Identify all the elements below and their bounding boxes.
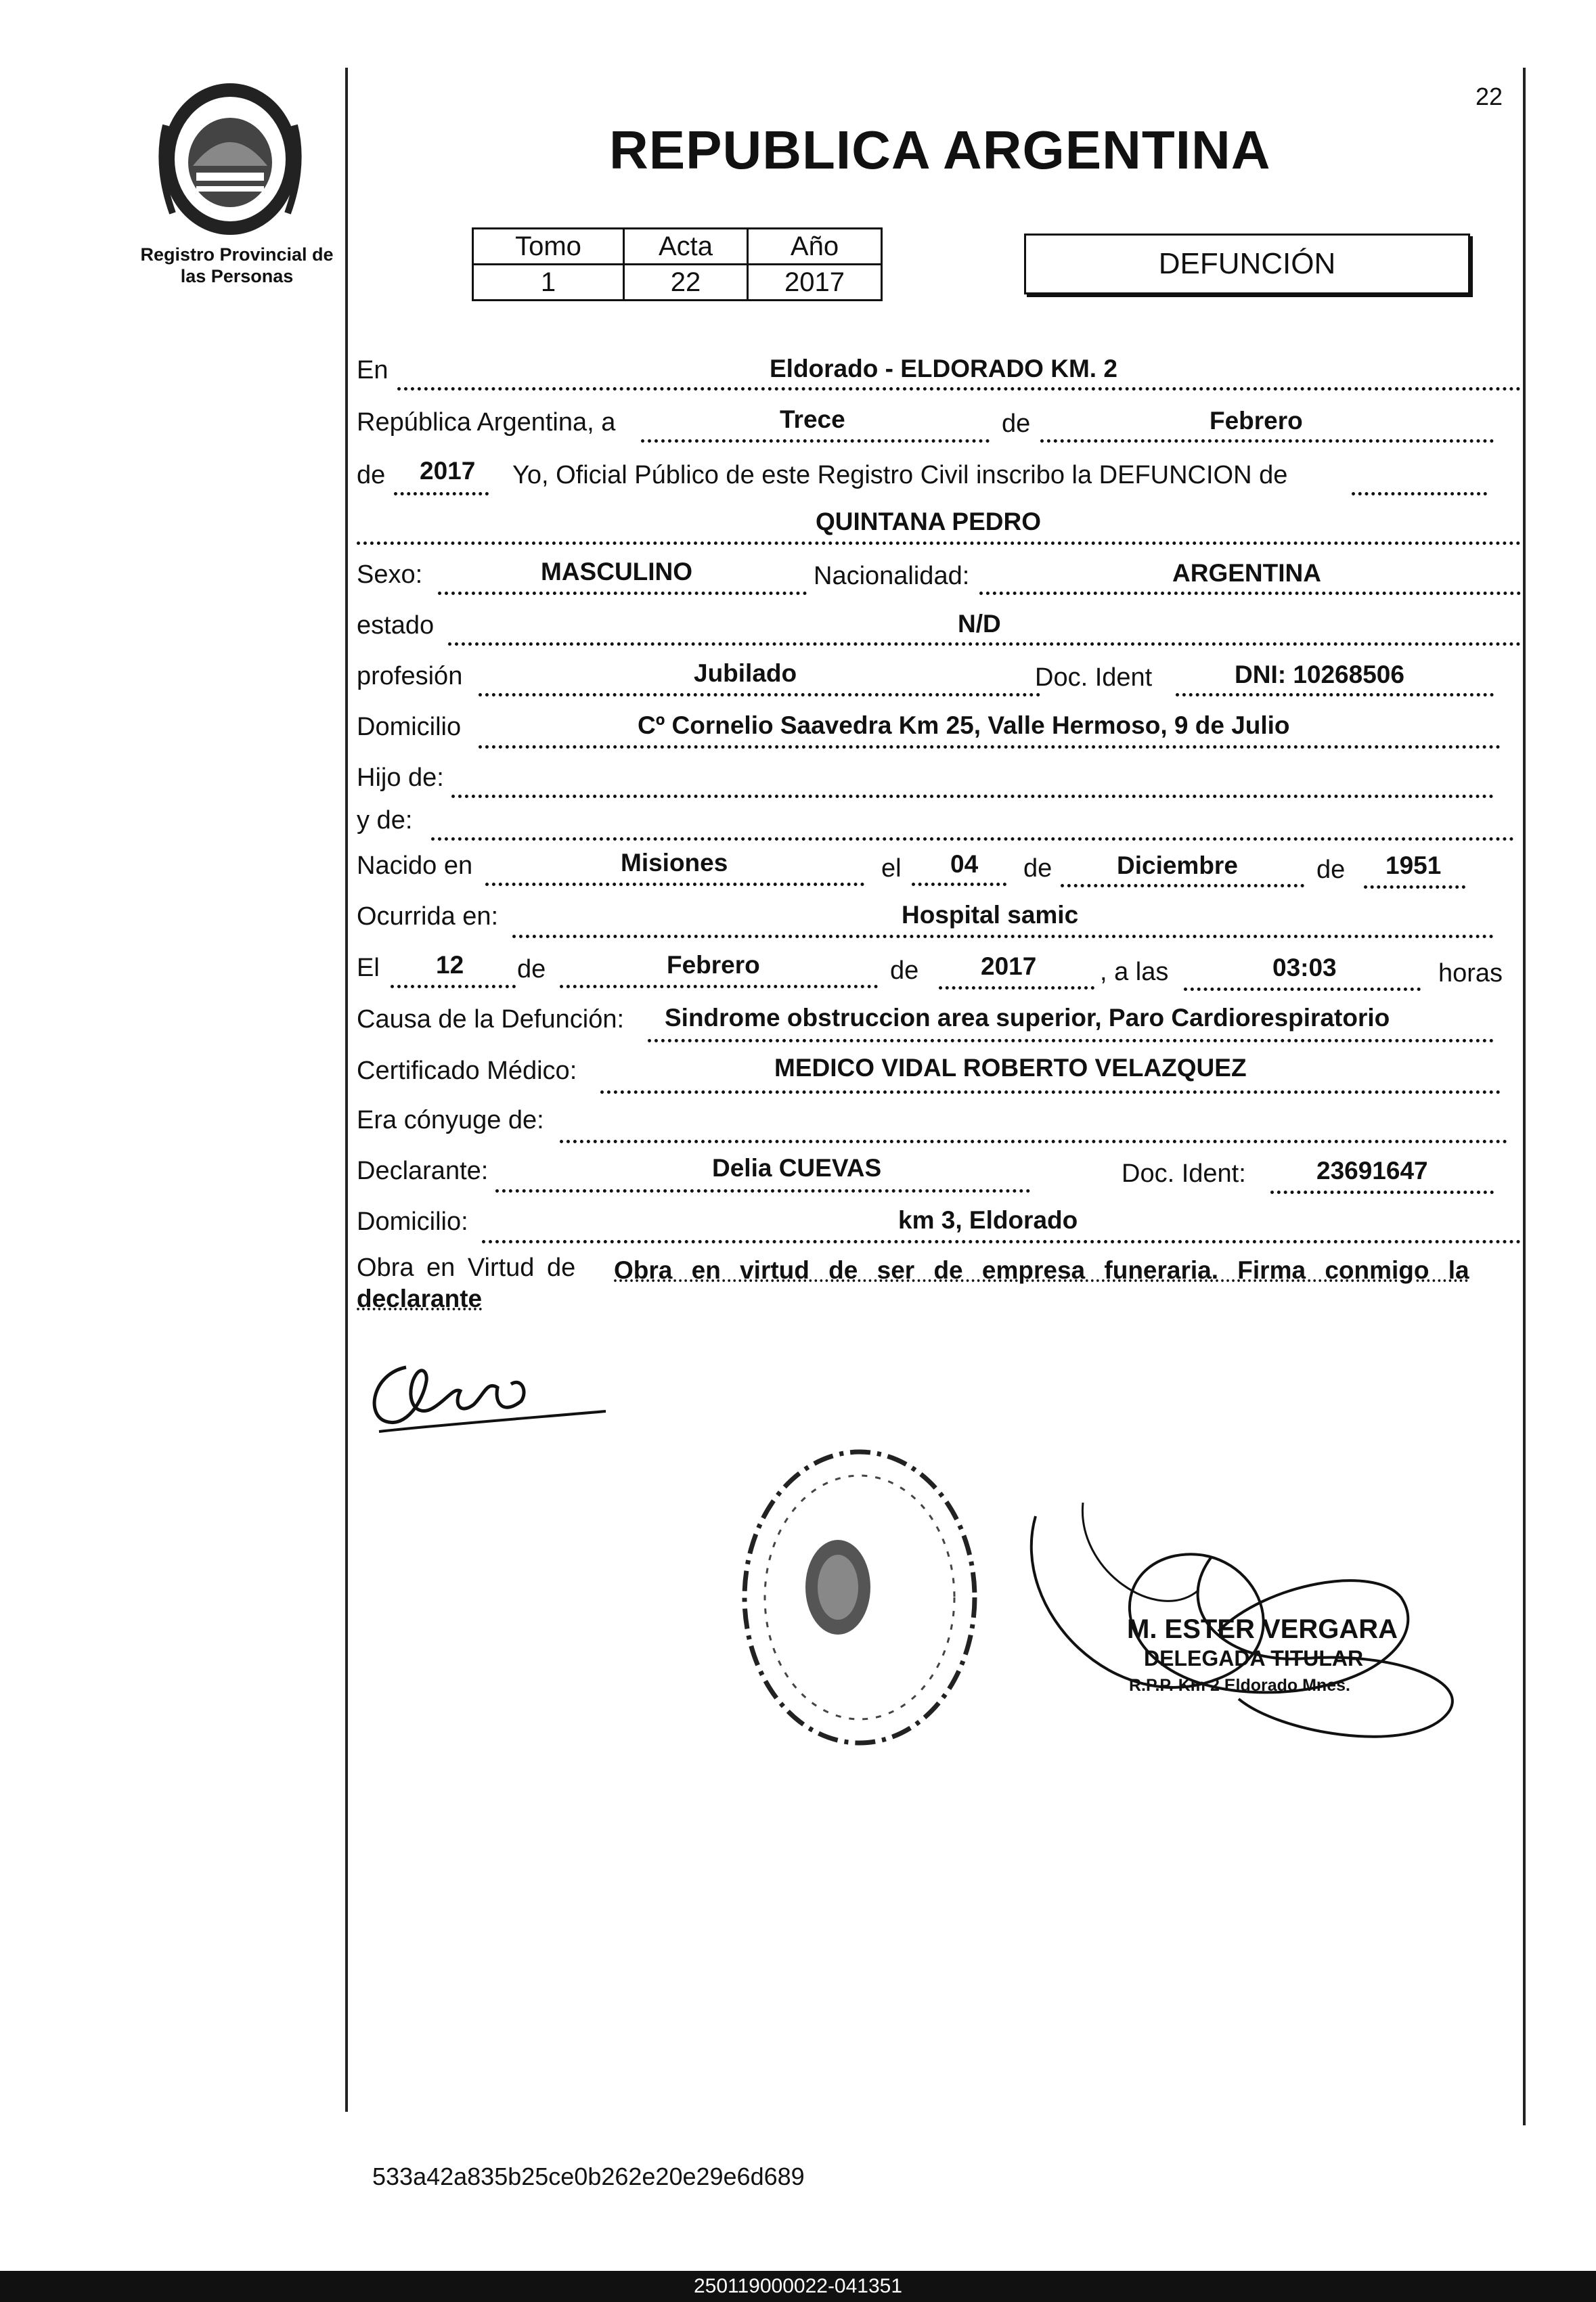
value-dia: Trece	[780, 405, 845, 433]
label-hijo-de: Hijo de:	[357, 763, 444, 792]
row-nacimiento	[357, 847, 1521, 888]
label-sexo: Sexo:	[357, 560, 423, 589]
official-round-seal	[731, 1442, 988, 1753]
label-nacionalidad: Nacionalidad:	[814, 562, 970, 590]
row-sexo-nacionalidad	[357, 556, 1521, 597]
label-de-def-anio: de	[890, 956, 919, 985]
label-domicilio-declarante: Domicilio:	[357, 1208, 468, 1236]
left-margin-line	[345, 68, 348, 2112]
row-causa	[357, 1000, 1521, 1040]
value-def-mes: Febrero	[667, 951, 760, 979]
label-conyuge: Era cónyuge de:	[357, 1106, 544, 1134]
stamp-office: R.P.P. Km 2 Eldorado Mnes.	[1129, 1676, 1350, 1695]
label-doc-ident-declarante: Doc. Ident:	[1122, 1159, 1246, 1188]
right-margin-line	[1523, 68, 1526, 2125]
value-dni: DNI: 10268506	[1235, 661, 1404, 688]
document-hash: 533a42a835b25ce0b262e20e29e6d689	[372, 2163, 805, 2190]
acta-header: Acta	[624, 229, 748, 265]
label-estado: estado	[357, 611, 435, 640]
label-en: En	[357, 356, 389, 384]
misiones-seal-logo	[152, 78, 308, 240]
stamp-name: M. ESTER VERGARA	[1127, 1614, 1398, 1644]
record-type-box: DEFUNCIÓN	[1024, 234, 1470, 294]
value-nac-mes: Diciembre	[1117, 851, 1238, 879]
footer-code-bar: 250119000022-041351	[0, 2271, 1596, 2302]
value-sexo: MASCULINO	[541, 558, 693, 585]
value-declarante: Delia CUEVAS	[712, 1154, 882, 1182]
label-nacido-en: Nacido en	[357, 851, 473, 880]
value-obra-virtud-2: declarante	[357, 1285, 483, 1312]
label-certificado: Certificado Médico:	[357, 1057, 577, 1085]
row-fecha-defuncion	[357, 950, 1521, 990]
label-doc-ident: Doc. Ident	[1035, 663, 1153, 692]
label-de-anio: de	[357, 461, 386, 489]
label-ocurrida-en: Ocurrida en:	[357, 902, 499, 931]
label-causa: Causa de la Defunción:	[357, 1005, 625, 1034]
row-domicilio	[357, 709, 1521, 749]
anio-header: Año	[748, 229, 882, 265]
label-declarante: Declarante:	[357, 1157, 489, 1185]
declarante-signature	[359, 1340, 616, 1455]
value-nacionalidad: ARGENTINA	[1172, 559, 1321, 587]
label-domicilio: Domicilio	[357, 713, 462, 741]
row-lugar	[357, 352, 1521, 393]
value-def-anio: 2017	[981, 952, 1037, 980]
value-nacido-en: Misiones	[621, 849, 728, 877]
row-estado	[357, 607, 1521, 648]
value-nac-anio: 1951	[1386, 851, 1442, 879]
value-domicilio-declarante: km 3, Eldorado	[898, 1206, 1078, 1234]
record-table	[472, 227, 883, 301]
value-anio: 2017	[420, 457, 476, 485]
row-conyuge	[357, 1102, 1521, 1143]
row-domicilio-declarante	[357, 1203, 1521, 1244]
value-lugar: Eldorado - ELDORADO KM. 2	[770, 355, 1117, 382]
row-hijo-de	[357, 759, 1521, 800]
row-fecha-inscripcion	[357, 404, 1521, 445]
value-certificado: MEDICO VIDAL ROBERTO VELAZQUEZ	[774, 1054, 1247, 1082]
page-number: 22	[1476, 83, 1503, 110]
page-title: REPUBLICA ARGENTINA	[609, 120, 1271, 180]
label-obra-virtud: Obra en Virtud de	[357, 1254, 576, 1282]
acta-value: 22	[624, 265, 748, 301]
row-certificado	[357, 1051, 1521, 1092]
stamp-role: DELEGADA TITULAR	[1144, 1646, 1364, 1670]
value-nombre: QUINTANA PEDRO	[816, 508, 1041, 535]
row-declarante	[357, 1153, 1521, 1193]
value-def-dia: 12	[436, 951, 464, 979]
value-obra-virtud: Obra en virtud de ser de empresa funeraria. Firma conmigo la	[614, 1256, 1469, 1284]
row-profesion-doc	[357, 658, 1521, 699]
value-mes: Febrero	[1210, 407, 1303, 435]
value-hora: 03:03	[1272, 954, 1337, 981]
label-de-nac-anio: de	[1316, 856, 1346, 884]
row-obra-virtud-2	[357, 1285, 1521, 1325]
row-anio-oficial	[357, 456, 1521, 496]
row-y-de	[357, 802, 1521, 843]
row-ocurrida	[357, 898, 1521, 939]
row-nombre	[357, 506, 1521, 547]
anio-value: 2017	[748, 265, 882, 301]
label-de-def-mes: de	[517, 955, 546, 983]
label-el: el	[881, 854, 902, 883]
value-doc-declarante: 23691647	[1316, 1157, 1428, 1185]
label-profesion: profesión	[357, 662, 463, 690]
value-causa: Sindrome obstruccion area superior, Paro Cardiorespiratorio	[665, 1004, 1390, 1032]
value-domicilio: Cº Cornelio Saavedra Km 25, Valle Hermoso, 9 de Julio	[638, 711, 1290, 739]
label-horas: horas	[1438, 959, 1503, 988]
label-a-las: , a las	[1100, 958, 1169, 986]
label-republica: República Argentina, a	[357, 408, 616, 437]
value-profesion: Jubilado	[694, 659, 797, 687]
value-ocurrida-en: Hospital samic	[902, 901, 1079, 929]
value-nac-dia: 04	[950, 850, 979, 878]
label-oficial: Yo, Oficial Público de este Registro Civil inscribo la DEFUNCION de	[512, 461, 1288, 489]
label-de: de	[1002, 410, 1031, 438]
label-y-de: y de:	[357, 806, 413, 835]
label-El: El	[357, 954, 380, 982]
value-estado: N/D	[958, 610, 1001, 638]
tomo-header: Tomo	[473, 229, 624, 265]
label-de-nac-mes: de	[1023, 854, 1052, 883]
tomo-value: 1	[473, 265, 624, 301]
registro-provincial-label: Registro Provincial de las Personas	[140, 244, 334, 286]
